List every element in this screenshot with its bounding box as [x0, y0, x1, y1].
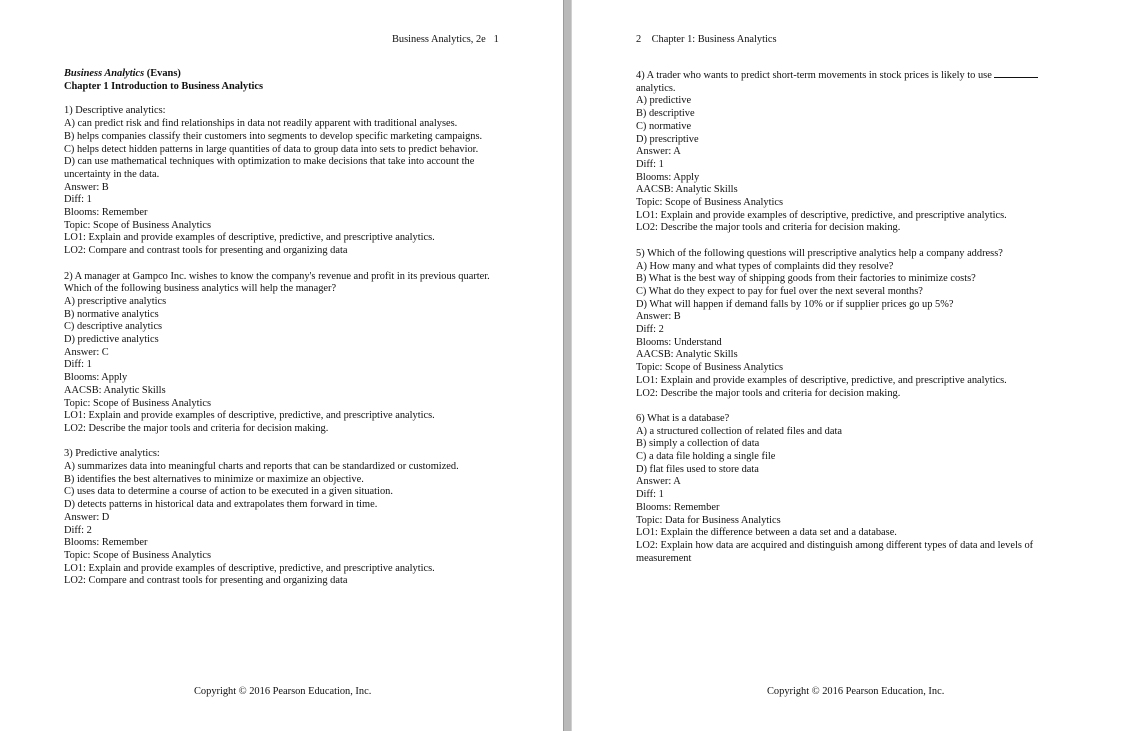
question-line: Answer: B: [64, 181, 109, 193]
question-line: C) normative: [636, 120, 692, 132]
question-line: A) How many and what types of complaints did they resolve?: [636, 260, 894, 272]
question-line: D) predictive analytics: [64, 334, 159, 346]
question-stem-text: 4) A trader who wants to predict short-term movements in stock prices is likely to use: [636, 70, 992, 81]
book-author: (Evans): [144, 68, 181, 79]
page-content: [64, 68, 504, 601]
question-line: Blooms: Remember: [64, 207, 148, 219]
question-line: A) a structured collection of related files and data: [636, 425, 842, 437]
question-line: Answer: C: [64, 346, 109, 358]
page-content: [636, 68, 1076, 578]
question-line: Topic: Scope of Business Analytics: [64, 219, 212, 231]
question-line: B) What is the best way of shipping goods from their factories to minimize costs?: [636, 273, 976, 285]
question-line: C) descriptive analytics: [64, 321, 163, 333]
question-line: LO2: Compare and contrast tools for presenting and organizing data: [64, 245, 348, 257]
chapter-heading: Chapter 1 Introduction to Business Analytics: [64, 80, 264, 92]
question-line: A) summarizes data into meaningful charts and reports that can be standardized or customized.: [64, 461, 459, 473]
question-line: A) prescriptive analytics: [64, 295, 167, 307]
question-line: Topic: Data for Business Analytics: [636, 514, 781, 526]
question-line: LO2: Explain how data are acquired and distinguish among different types of data and levels of measurement: [636, 539, 1034, 564]
question-line: B) helps companies classify their customers into segments to develop specific marketing campaigns.: [64, 130, 483, 142]
question-list: [636, 95, 1076, 565]
book-title-text: Business Analytics: [64, 68, 145, 79]
question-line: B) descriptive: [636, 108, 695, 120]
question-block: [64, 271, 504, 436]
question-block: [64, 448, 504, 588]
question-list: [64, 105, 504, 588]
question-line: D) prescriptive: [636, 133, 699, 145]
question-line: Blooms: Apply: [64, 372, 128, 384]
question-line: Blooms: Remember: [64, 537, 148, 549]
question-line: AACSB: Analytic Skills: [64, 384, 166, 396]
book-title: [64, 68, 504, 81]
question-stem: [636, 68, 1076, 83]
question-line: Diff: 1: [636, 489, 664, 501]
question-block: [636, 248, 1076, 400]
question-line: 6) What is a database?: [636, 412, 730, 424]
question-line: C) What do they expect to pay for fuel over the next several months?: [636, 285, 923, 297]
question-line: A) predictive: [636, 95, 692, 107]
right-page: [572, 0, 1134, 731]
question-line: B) normative analytics: [64, 308, 159, 320]
question-line: A) can predict risk and find relationships in data not readily apparent with traditional analyses.: [64, 118, 458, 130]
question-line: Diff: 2: [636, 324, 664, 336]
question-line: Answer: D: [64, 511, 110, 523]
question-line: B) identifies the best alternatives to minimize or maximize an objective.: [64, 473, 364, 485]
question-line: 2) A manager at Gampco Inc. wishes to know the company's revenue and profit in its previous quarter. Which of the following business analytics will help the manager?: [64, 270, 490, 295]
question-line: LO2: Compare and contrast tools for presenting and organizing data: [64, 575, 348, 587]
left-page: [0, 0, 563, 731]
question-line: LO1: Explain and provide examples of descriptive, predictive, and prescriptive analytics.: [64, 562, 435, 574]
question-line: LO2: Describe the major tools and criteria for decision making.: [64, 422, 329, 434]
page-footer: Copyright © 2016 Pearson Education, Inc.: [194, 686, 372, 697]
question-line: C) helps detect hidden patterns in large quantities of data to group data into sets to predict behavior.: [64, 143, 479, 155]
question-line: LO1: Explain and provide examples of descriptive, predictive, and prescriptive analytics.: [636, 374, 1007, 386]
question-line: 5) Which of the following questions will prescriptive analytics help a company address?: [636, 247, 1003, 259]
page-divider: [563, 0, 572, 731]
question-line: LO1: Explain and provide examples of descriptive, predictive, and prescriptive analytics.: [636, 209, 1007, 221]
question-line: Topic: Scope of Business Analytics: [64, 549, 212, 561]
question-block: [636, 413, 1076, 565]
question-line: Blooms: Apply: [636, 171, 700, 183]
question-line: LO1: Explain the difference between a data set and a database.: [636, 527, 897, 539]
question-line: Topic: Scope of Business Analytics: [636, 362, 784, 374]
question-block: [64, 105, 504, 257]
question-line: Answer: A: [636, 146, 681, 158]
question-line: D) What will happen if demand falls by 10% or if supplier prices go up 5%?: [636, 298, 954, 310]
question-line: Diff: 1: [64, 194, 92, 206]
question-line: C) a data file holding a single file: [636, 451, 776, 463]
question-line: C) uses data to determine a course of action to be executed in a given situation.: [64, 486, 393, 498]
question-line: Topic: Scope of Business Analytics: [636, 197, 784, 209]
question-line: LO2: Describe the major tools and criteria for decision making.: [636, 387, 901, 399]
question-line: D) flat files used to store data: [636, 463, 759, 475]
question-line: Topic: Scope of Business Analytics: [64, 397, 212, 409]
question-line: Blooms: Understand: [636, 336, 722, 348]
question-line: Answer: A: [636, 476, 681, 488]
question-line: D) can use mathematical techniques with optimization to make decisions that take into account the uncertainty in the data.: [64, 156, 475, 180]
question-line: LO1: Explain and provide examples of descriptive, predictive, and prescriptive analytics.: [64, 232, 435, 244]
question-line: D) detects patterns in historical data and extrapolates them forward in time.: [64, 499, 378, 511]
question-line: LO1: Explain and provide examples of descriptive, predictive, and prescriptive analytics.: [64, 410, 435, 422]
question-line: LO2: Describe the major tools and criteria for decision making.: [636, 222, 901, 234]
question-line: Diff: 1: [636, 158, 664, 170]
question-line: Answer: B: [636, 311, 681, 323]
question-line: AACSB: Analytic Skills: [636, 184, 738, 196]
question-block: [636, 95, 1076, 235]
question-line: Diff: 2: [64, 524, 92, 536]
question-line: B) simply a collection of data: [636, 438, 760, 450]
page-footer: Copyright © 2016 Pearson Education, Inc.: [767, 686, 945, 697]
question-line: 1) Descriptive analytics:: [64, 105, 166, 117]
question-line: 3) Predictive analytics:: [64, 448, 160, 460]
question-stem-end: analytics.: [636, 82, 676, 94]
page-header: 2 Chapter 1: Business Analytics: [636, 34, 777, 45]
page-header: Business Analytics, 2e 1: [392, 34, 499, 45]
question-line: Diff: 1: [64, 359, 92, 371]
question-line: Blooms: Remember: [636, 501, 720, 513]
question-line: AACSB: Analytic Skills: [636, 349, 738, 361]
answer-blank: [994, 68, 1038, 78]
